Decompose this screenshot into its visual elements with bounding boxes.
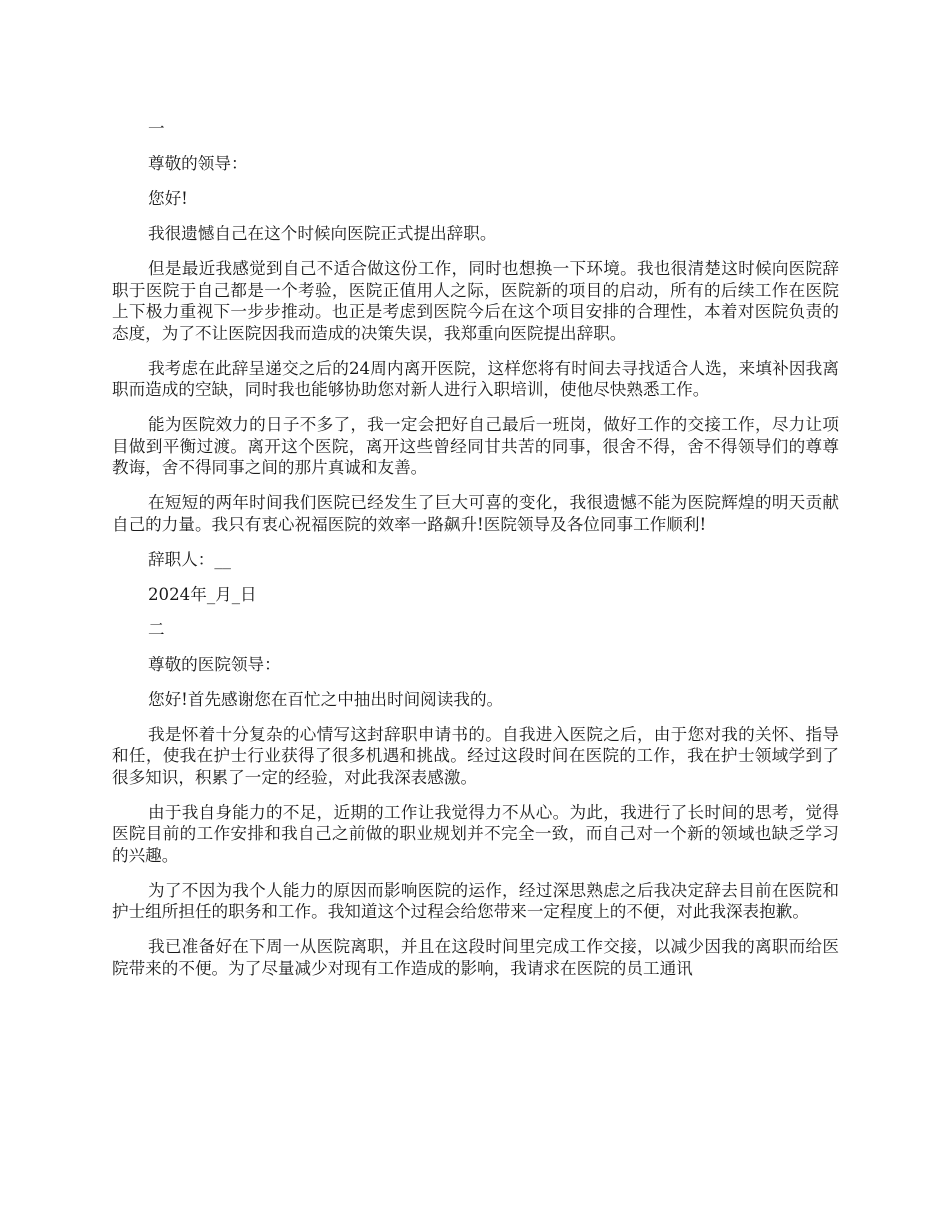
paragraph: 我已准备好在下周一从医院离职，并且在这段时间里完成工作交接，以减少因我的离职而给医院带来的不便。为了尽量减少对现有工作造成的影响，我请求在医院的员工通讯 <box>112 937 839 978</box>
paragraph: 我是怀着十分复杂的心情写这封辞职申请书的。自我进入医院之后，由于您对我的关怀、指导和任，使我在护士行业获得了很多机遇和挑战。经过这段时间在医院的工作，我在护士领域学到了很多知识，积累了一定的经验，对此我深表感激。 <box>112 724 839 787</box>
date-line: 2024年_月_日 <box>148 584 257 604</box>
salutation: 尊敬的医院领导： <box>148 654 281 674</box>
section-2-heading: 二 <box>148 619 165 639</box>
section-1-heading: 一 <box>148 119 165 138</box>
document-page <box>112 118 839 993</box>
paragraph: 在短短的两年时间我们医院已经发生了巨大可喜的变化，我很遗憾不能为医院辉煌的明天贡献自己的力量。我只有衷心祝福医院的效率一路飙升!医院领导及各位同事工作顺利! <box>112 493 839 534</box>
paragraph: 我考虑在此辞呈递交之后的24周内离开医院，这样您将有时间去寻找适合人选，来填补因我离职而造成的空缺，同时我也能够协助您对新人进行入职培训，使他尽快熟悉工作。 <box>112 358 839 399</box>
paragraph: 我很遗憾自己在这个时候向医院正式提出辞职。 <box>148 224 497 243</box>
salutation: 尊敬的领导： <box>148 154 248 173</box>
paragraph: 为了不因为我个人能力的原因而影响医院的运作，经过深思熟虑之后我决定辞去目前在医院和护士组所担任的职务和工作。我知道这个过程会给您带来一定程度上的不便，对此我深表抱歉。 <box>112 880 839 921</box>
paragraph: 能为医院效力的日子不多了，我一定会把好自己最后一班岗，做好工作的交接工作，尽力让项目做到平衡过渡。离开这个医院，离开这些曾经同甘共苦的同事，很舍不得，舍不得领导们的尊尊教诲，舍不得同事之间的那片真诚和友善。 <box>112 415 839 477</box>
greeting: 您好! <box>148 189 188 208</box>
paragraph: 但是最近我感觉到自己不适合做这份工作，同时也想换一下环境。我也很清楚这时候向医院辞职于医院于自己都是一个考验，医院正值用人之际，医院新的项目的启动，所有的后续工作在医院上下极力重视下一步步推动。也正是考虑到医院今后在这个项目安排的合理性，本着对医院负责的态度，为了不让医院因我而造成的决策失误，我郑重向医院提出辞职。 <box>112 259 839 343</box>
signature-line: 辞职人：__ <box>148 549 231 569</box>
paragraph: 由于我自身能力的不足，近期的工作让我觉得力不从心。为此，我进行了长时间的思考，觉得医院目前的工作安排和我自己之前做的职业规划并不完全一致，而自己对一个新的领域也缺乏学习的兴趣。 <box>112 802 839 865</box>
greeting: 您好!首先感谢您在百忙之中抽出时间阅读我的。 <box>148 689 504 709</box>
